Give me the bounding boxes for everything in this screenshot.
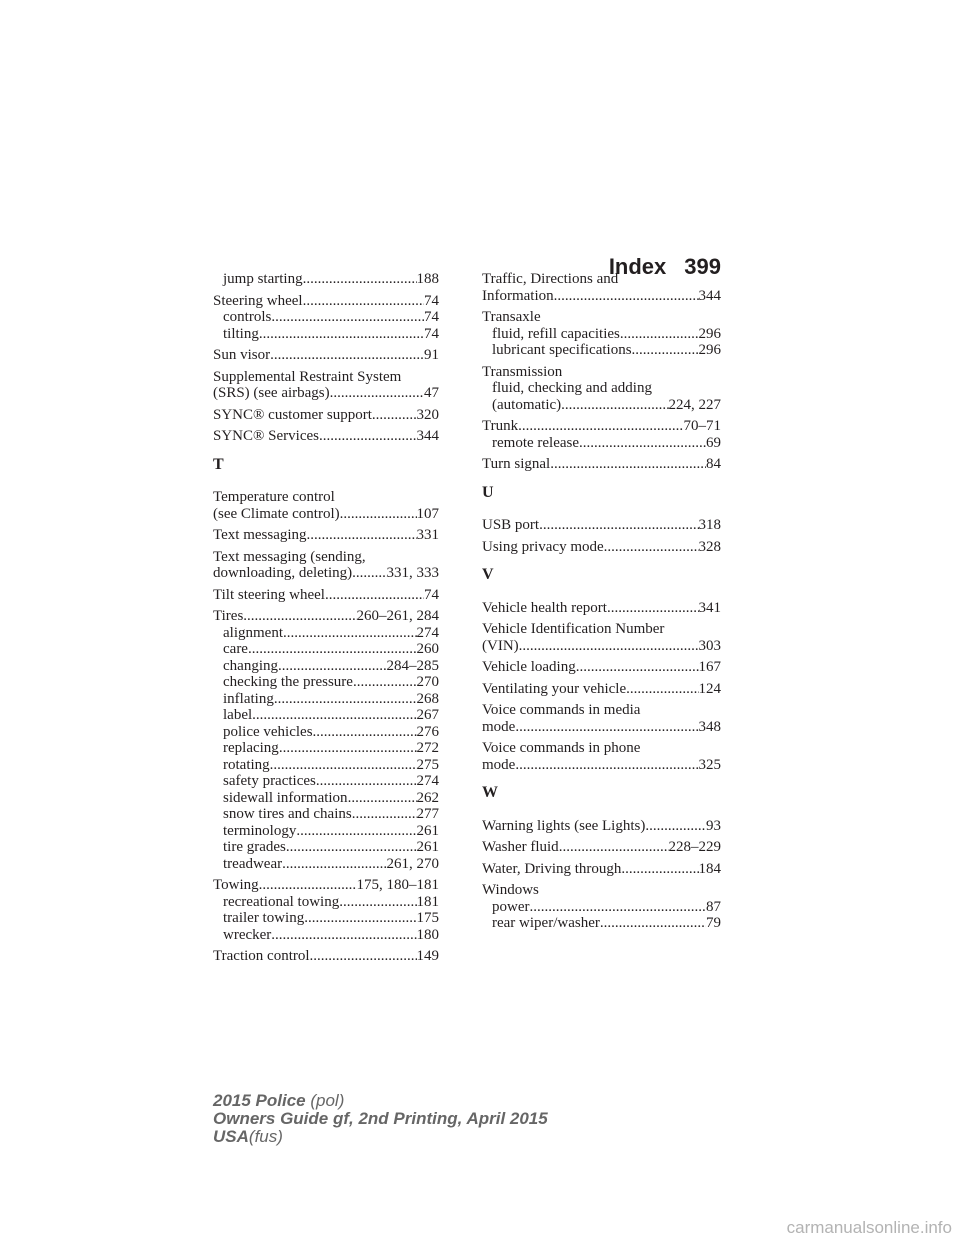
entry-term: downloading, deleting) [213,565,353,581]
index-entry [482,539,721,556]
entry-term: Vehicle Identification Number [482,621,665,637]
index-subentry-line [482,326,721,343]
entry-term: fluid, refill capacities [492,325,620,342]
entry-page-ref: 328 [698,538,721,555]
index-entry [482,702,721,735]
index-entry [213,428,439,445]
entry-term: Steering wheel [213,292,303,309]
entry-page-ref: 284–285 [386,657,439,674]
entry-term: Tires [213,608,244,624]
entry-page-ref: 224, 227 [668,396,721,413]
entry-term: inflating [223,690,274,707]
entry-page-ref: 260 [416,641,439,657]
index-entry [213,489,439,522]
dot-leader [316,773,417,790]
index-entry-line [482,719,721,736]
dot-leader [271,927,416,944]
index-subentry-line [213,894,439,911]
entry-term: safety practices [223,773,316,789]
index-subentry-line [213,839,439,856]
entry-page-ref: 275 [416,756,439,773]
entry-page-ref: 87 [706,898,721,915]
index-entry-line [482,456,721,473]
index-letter-heading: T [213,455,224,473]
index-entry [213,293,439,343]
entry-term: trailer towing [223,910,305,926]
dot-leader [539,517,698,534]
entry-term: Sun visor [213,347,271,363]
entry-page-ref: 274 [416,773,439,789]
index-entry [482,659,721,676]
dot-leader [259,326,424,343]
entry-term: Washer fluid [482,839,559,855]
index-entry-line [482,702,721,719]
entry-page-ref: 268 [416,690,439,707]
dot-leader [620,326,699,343]
entry-page-ref: 47 [424,385,439,401]
footer-model-code: (pol) [310,1091,345,1110]
dot-leader [303,271,417,288]
entry-term: Traffic, Directions and [482,271,619,287]
index-entry-line [482,288,721,305]
index-entry-line [482,271,721,288]
dot-leader [310,948,417,965]
dot-leader [632,342,699,359]
dot-leader [304,910,416,927]
entry-page-ref: 325 [698,756,721,773]
dot-leader [640,702,721,719]
entry-term: mode [482,718,516,735]
index-entry [482,517,721,534]
dot-leader [621,861,698,878]
dot-leader [604,539,699,556]
entry-term: Warning lights (see Lights) [482,817,646,834]
dot-leader [352,565,386,582]
index-entry-line [482,309,721,326]
index-entry [213,527,439,544]
entry-page-ref: 228–229 [668,839,721,855]
entry-term: Vehicle health report [482,599,607,616]
dot-leader [554,288,699,305]
dot-leader [515,719,698,736]
index-entry-line [482,364,721,381]
index-entry-line [213,565,439,582]
dot-leader [600,915,706,932]
entry-page-ref: 344 [416,428,439,444]
dot-leader [296,823,416,840]
dot-leader [243,608,356,625]
index-entry-line [213,527,439,544]
dot-leader [664,621,721,638]
index-entry [482,861,721,878]
index-entry-line [213,948,439,965]
entry-term: tire grades [223,839,286,855]
index-entry-line [482,839,721,856]
dot-leader [279,740,417,757]
entry-term: fluid, checking and adding [492,380,652,396]
dot-leader [325,587,424,604]
dot-leader [259,877,357,894]
index-letter-heading: V [482,566,494,583]
index-subentry-line [213,757,439,774]
entry-term: Tilt steering wheel [213,586,325,603]
dot-leader [319,428,417,445]
index-letter-heading: W [482,784,498,801]
entry-term: SYNC® customer support [213,406,372,423]
index-subentry-line [482,342,721,359]
entry-page-ref: 320 [416,406,439,423]
entry-term: controls [223,309,272,325]
entry-term: lubricant specifications [492,342,632,358]
entry-page-ref: 107 [416,505,439,522]
entry-term: remote release [492,434,580,451]
index-entry [213,271,439,288]
entry-term: Text messaging [213,527,307,543]
dot-leader [559,839,669,856]
page-title: Index [608,254,667,279]
entry-page-ref: 341 [698,599,721,616]
entry-page-ref: 184 [698,860,721,877]
entry-page-ref: 296 [698,325,721,342]
index-entry [482,882,721,932]
entry-page-ref: 262 [416,789,439,806]
index-entry-line [482,418,721,435]
entry-page-ref: 74 [424,309,439,325]
index-entry-line [213,385,439,402]
index-entry [482,418,721,451]
index-entry-line [213,489,439,506]
entry-page-ref: 175 [416,910,439,926]
index-subentry-line [213,910,439,927]
entry-term: USB port [482,517,540,533]
entry-page-ref: 74 [424,292,439,309]
dot-leader [352,806,417,823]
index-entry [482,740,721,773]
dot-leader [270,757,417,774]
index-subentry-line [213,707,439,724]
dot-leader [248,641,417,658]
index-subentry-line [213,740,439,757]
entry-page-ref: 91 [424,347,439,363]
entry-term: Windows [482,882,539,898]
dot-leader [282,856,386,873]
index-entry-line [213,549,439,566]
dot-leader [348,790,417,807]
index-subentry-line [213,326,439,343]
dot-leader [579,435,706,452]
dot-leader [645,818,706,835]
entry-page-ref: 270 [416,674,439,690]
entry-page-ref: 261 [416,839,439,855]
dot-leader [372,407,417,424]
index-entry-line [482,882,721,899]
entry-term: treadwear [223,855,283,872]
entry-term: Traction control [213,948,310,964]
entry-term: Water, Driving through [482,860,622,877]
entry-term: Temperature control [213,489,335,505]
index-subentry-line [213,658,439,675]
index-entry [213,407,439,424]
entry-page-ref: 74 [424,586,439,603]
dot-leader [550,456,706,473]
dot-leader [339,894,416,911]
index-entry [482,600,721,617]
index-entry [213,948,439,965]
entry-term: Ventilating your vehicle [482,680,627,697]
entry-term: tilting [223,325,259,342]
dot-leader [576,659,699,676]
entry-page-ref: 261 [416,822,439,839]
entry-term: wrecker [223,926,272,943]
dot-leader [541,309,721,326]
dot-leader [530,899,707,916]
footer-model: 2015 Police [213,1091,306,1110]
entry-term: alignment [223,624,283,641]
entry-term: Using privacy mode [482,538,604,555]
entry-page-ref: 149 [416,948,439,964]
dot-leader [286,839,417,856]
entry-term: (VIN) [482,637,519,654]
index-entry [482,839,721,856]
entry-page-ref: 296 [698,342,721,358]
index-entry [482,271,721,304]
entry-page-ref: 180 [416,926,439,943]
entry-page-ref: 267 [416,707,439,723]
dot-leader [539,882,721,899]
entry-term: rear wiper/washer [492,915,600,931]
entry-term: Voice commands in media [482,702,641,718]
entry-page-ref: 181 [416,893,439,910]
entry-page-ref: 188 [416,271,439,287]
entry-term: label [223,707,253,723]
index-subentry-line [482,397,721,414]
entry-page-ref: 272 [416,740,439,756]
entry-page-ref: 175, 180–181 [356,877,439,893]
footer-region-code: (fus) [248,1127,283,1146]
entry-page-ref: 331, 333 [386,565,439,581]
index-entry-line [482,740,721,757]
dot-leader [618,271,721,288]
entry-term: replacing [223,740,279,756]
index-subentry-line [213,790,439,807]
entry-term: Supplemental Restraint System [213,368,402,385]
entry-page-ref: 261, 270 [386,855,439,872]
index-entry [213,369,439,402]
entry-term: Transmission [482,363,563,380]
document-footer [213,1092,548,1146]
entry-term: checking the pressure [223,674,353,690]
entry-page-ref: 348 [698,718,721,735]
index-subentry-line [482,915,721,932]
dot-leader [366,549,439,566]
entry-term: snow tires and chains [223,806,352,822]
dot-leader [340,506,417,523]
footer-region: USA [213,1127,249,1146]
index-entry [213,877,439,943]
entry-term: SYNC® Services [213,428,319,444]
entry-term: power [492,898,530,915]
index-subentry-line [213,691,439,708]
index-entry [482,456,721,473]
index-entry-line [482,757,721,774]
index-entry-line [213,506,439,523]
entry-term: Turn signal [482,456,551,472]
dot-leader [335,489,439,506]
dot-leader [640,740,721,757]
index-entry-line [213,347,439,364]
index-entry [482,681,721,698]
dot-leader [283,625,417,642]
entry-page-ref: 260–261, 284 [356,608,439,624]
entry-page-ref: 277 [416,806,439,822]
index-entry-line [213,608,439,625]
dot-leader [278,658,387,675]
index-subentry-line [213,856,439,873]
entry-term: terminology [223,822,297,839]
entry-page-ref: 167 [698,659,721,675]
index-subentry-line [213,724,439,741]
dot-leader [518,418,683,435]
entry-term: Information [482,287,554,304]
index-letter-heading: U [482,483,494,501]
entry-term: (automatic) [492,396,562,413]
index-subentry-line [213,641,439,658]
index-entry [213,347,439,364]
entry-term: Towing [213,877,259,893]
dot-leader [561,397,668,414]
entry-term: Vehicle loading [482,659,576,675]
dot-leader [271,309,424,326]
entry-page-ref: 93 [706,817,721,834]
dot-leader [401,369,439,386]
index-entry-line [482,600,721,617]
entry-page-ref: 274 [416,624,439,641]
index-entry-line [482,861,721,878]
index-entry-line [213,428,439,445]
entry-term: Voice commands in phone [482,740,641,756]
dot-leader [626,681,698,698]
watermark: carmanualsonline.info [786,1218,952,1237]
index-entry-line [482,659,721,676]
dot-leader [303,293,424,310]
index-subentry-line [482,435,721,452]
page-number: 399 [684,254,721,279]
entry-term: Text messaging (sending, [213,548,366,565]
index-subentry-line [213,823,439,840]
entry-term: care [223,641,248,657]
index-subentry-line [213,773,439,790]
index-entry [213,549,439,582]
index-entry-line [482,517,721,534]
entry-term: sidewall information [223,789,348,806]
entry-page-ref: 344 [698,287,721,304]
entry-term: jump starting [223,271,303,287]
index-entry-line [482,818,721,835]
dot-leader [652,380,721,397]
dot-leader [313,724,417,741]
entry-page-ref: 318 [698,517,721,533]
entry-term: (see Climate control) [213,505,340,522]
entry-term: (SRS) (see airbags) [213,385,330,401]
dot-leader [515,757,698,774]
index-subentry-line [213,309,439,326]
index-entry-line [482,539,721,556]
entry-page-ref: 331 [416,527,439,543]
dot-leader [252,707,416,724]
index-subentry-line [213,625,439,642]
dot-leader [270,347,424,364]
entry-term: rotating [223,756,270,773]
entry-term: Trunk [482,418,519,434]
index-entry [482,818,721,835]
dot-leader [562,364,721,381]
entry-page-ref: 70–71 [683,418,721,434]
index-entry-line [213,407,439,424]
entry-page-ref: 124 [698,680,721,697]
entry-page-ref: 84 [706,456,721,472]
entry-term: changing [223,657,278,674]
entry-page-ref: 276 [416,723,439,740]
index-subentry-line [213,806,439,823]
entry-page-ref: 69 [706,434,721,451]
entry-page-ref: 303 [698,637,721,654]
index-column-left [213,271,439,970]
dot-leader [607,600,699,617]
index-entry-line [213,587,439,604]
entry-term: mode [482,756,516,773]
dot-leader [307,527,417,544]
index-subentry-line [482,380,721,397]
index-entry [482,364,721,414]
dot-leader [330,385,424,402]
index-entry-line [482,638,721,655]
index-entry [482,621,721,654]
dot-leader [274,691,417,708]
index-entry [213,587,439,604]
index-entry-line [213,877,439,894]
index-entry-line [482,681,721,698]
index-entry-line [213,293,439,310]
footer-edition: Owners Guide gf, 2nd Printing, April 2015 [213,1109,548,1128]
index-subentry-line [213,674,439,691]
index-subentry-line [213,927,439,944]
index-entry [482,309,721,359]
entry-page-ref: 74 [424,325,439,342]
index-entry [213,608,439,872]
entry-page-ref: 79 [706,915,721,931]
index-column-right [482,271,721,937]
dot-leader [519,638,699,655]
entry-term: Transaxle [482,309,541,325]
entry-term: police vehicles [223,723,313,740]
index-subentry-line [482,899,721,916]
index-entry-line [482,621,721,638]
dot-leader [353,674,417,691]
entry-term: recreational towing [223,893,340,910]
index-entry-line [213,369,439,386]
index-subentry-line [213,271,439,288]
